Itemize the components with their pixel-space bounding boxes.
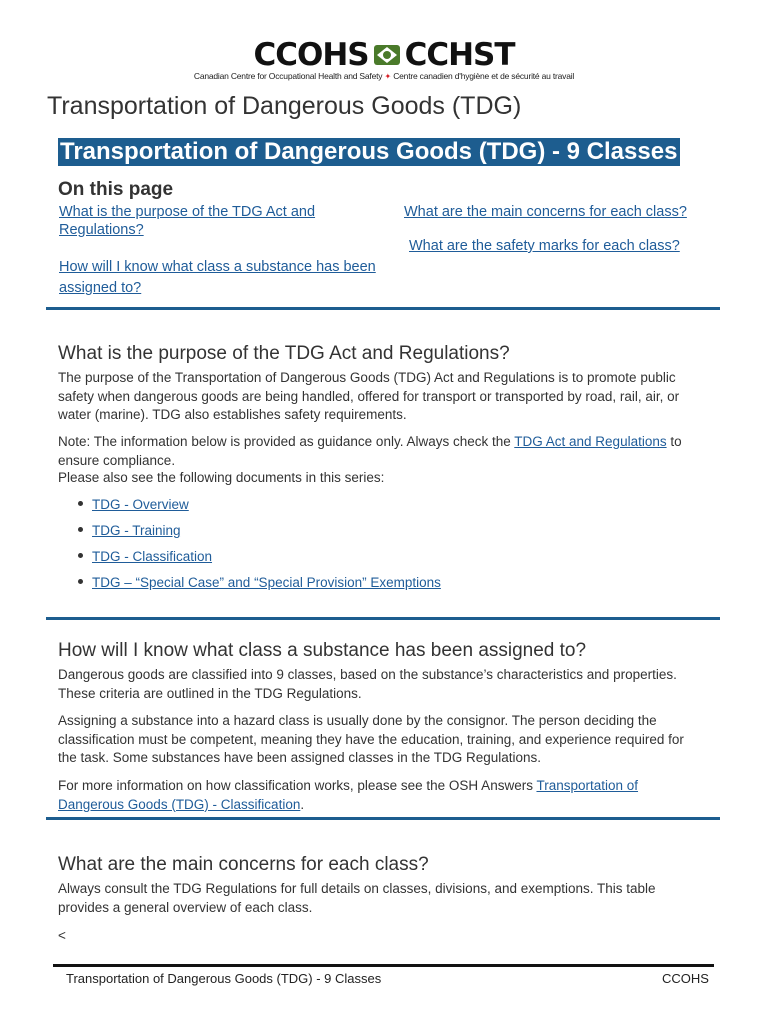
section-heading-purpose: What is the purpose of the TDG Act and Regulations? xyxy=(58,343,510,364)
emblem-icon xyxy=(373,43,401,67)
footer-title: Transportation of Dangerous Goods (TDG) - 9 Classes xyxy=(66,971,382,986)
stray-character: < xyxy=(58,928,66,943)
section-heading-assigned: How will I know what class a substance has been assigned to? xyxy=(58,640,587,661)
footer-divider xyxy=(53,964,714,967)
doc-link-classification[interactable]: TDG - Classification xyxy=(92,549,213,564)
tdg-act-link[interactable]: TDG Act and Regulations xyxy=(514,434,667,449)
ccohs-logo xyxy=(0,37,768,81)
document-title: Transportation of Dangerous Goods (TDG) xyxy=(47,92,522,120)
section-divider xyxy=(46,617,720,620)
doc-link-overview[interactable]: TDG - Overview xyxy=(92,497,189,512)
toc-link-safety-marks[interactable]: What are the safety marks for each class? xyxy=(409,238,680,254)
logo-right-text: CCHST xyxy=(404,37,515,73)
toc-link-concerns[interactable]: What are the main concerns for each class? xyxy=(404,204,687,220)
see-also-text: Please also see the following documents in this series: xyxy=(58,470,385,485)
toc-link-concerns-wrap xyxy=(404,203,687,221)
list-item xyxy=(92,573,441,599)
purpose-paragraph: The purpose of the Transportation of Dangerous Goods (TDG) Act and Regulations is to promote public safety when dangerous goods are being handled, offered for transport or transported by road, rail, air, or water (marine). TDG also establishes safety requirements. xyxy=(58,370,680,422)
assigned-paragraph-2: Assigning a substance into a hazard class is usually done by the consignor. The person deciding the classification must be competent, meaning they have the education, training, and experience required for the task. Some substances have been assigned classes in the TDG Regulations. xyxy=(58,713,684,765)
on-this-page-heading: On this page xyxy=(58,179,174,200)
section-divider xyxy=(46,817,720,820)
toc-link-purpose-wrap xyxy=(59,203,339,239)
logo-subtitle: Canadian Centre for Occupational Health and Safety ✦ Centre canadien d'hygiène et de sécurité au travail xyxy=(193,71,575,81)
doc-link-training[interactable]: TDG - Training xyxy=(92,523,181,538)
toc-link-assigned[interactable]: How will I know what class a substance has been assigned to? xyxy=(59,259,376,296)
concerns-paragraph: Always consult the TDG Regulations for full details on classes, divisions, and exemptions. This table provides a general overview of each class. xyxy=(58,881,656,915)
toc-link-assigned-wrap xyxy=(59,257,399,299)
assigned-paragraph-3: For more information on how classification works, please see the OSH Answers Transportation of Dangerous Goods (TDG) - Classification. xyxy=(58,778,639,812)
footer-org: CCOHS xyxy=(662,971,709,986)
section-heading-concerns: What are the main concerns for each class? xyxy=(58,854,429,875)
related-documents-list xyxy=(58,495,441,599)
list-item xyxy=(92,495,441,521)
classification-link[interactable]: Transportation of Dangerous Goods (TDG) - Classification xyxy=(58,778,639,812)
maple-leaf-icon: ✦ xyxy=(384,72,392,81)
list-item xyxy=(92,547,441,573)
list-item xyxy=(92,521,441,547)
assigned-paragraph-1: Dangerous goods are classified into 9 classes, based on the substance’s characteristics and properties. These criteria are outlined in the TDG Regulations. xyxy=(58,667,677,701)
toc-link-purpose[interactable]: What is the purpose of the TDG Act and Regulations? xyxy=(59,204,316,238)
toc-link-safety-marks-wrap xyxy=(409,237,680,255)
doc-link-exemptions[interactable]: TDG – “Special Case” and “Special Provision” Exemptions xyxy=(92,575,441,590)
page-title-banner: Transportation of Dangerous Goods (TDG) - 9 Classes xyxy=(58,138,680,166)
logo-left-text: CCOHS xyxy=(253,37,369,73)
section-divider xyxy=(46,307,720,310)
note-paragraph: Note: The information below is provided as guidance only. Always check the TDG Act and Regulations to ensure compliance. xyxy=(58,434,682,468)
